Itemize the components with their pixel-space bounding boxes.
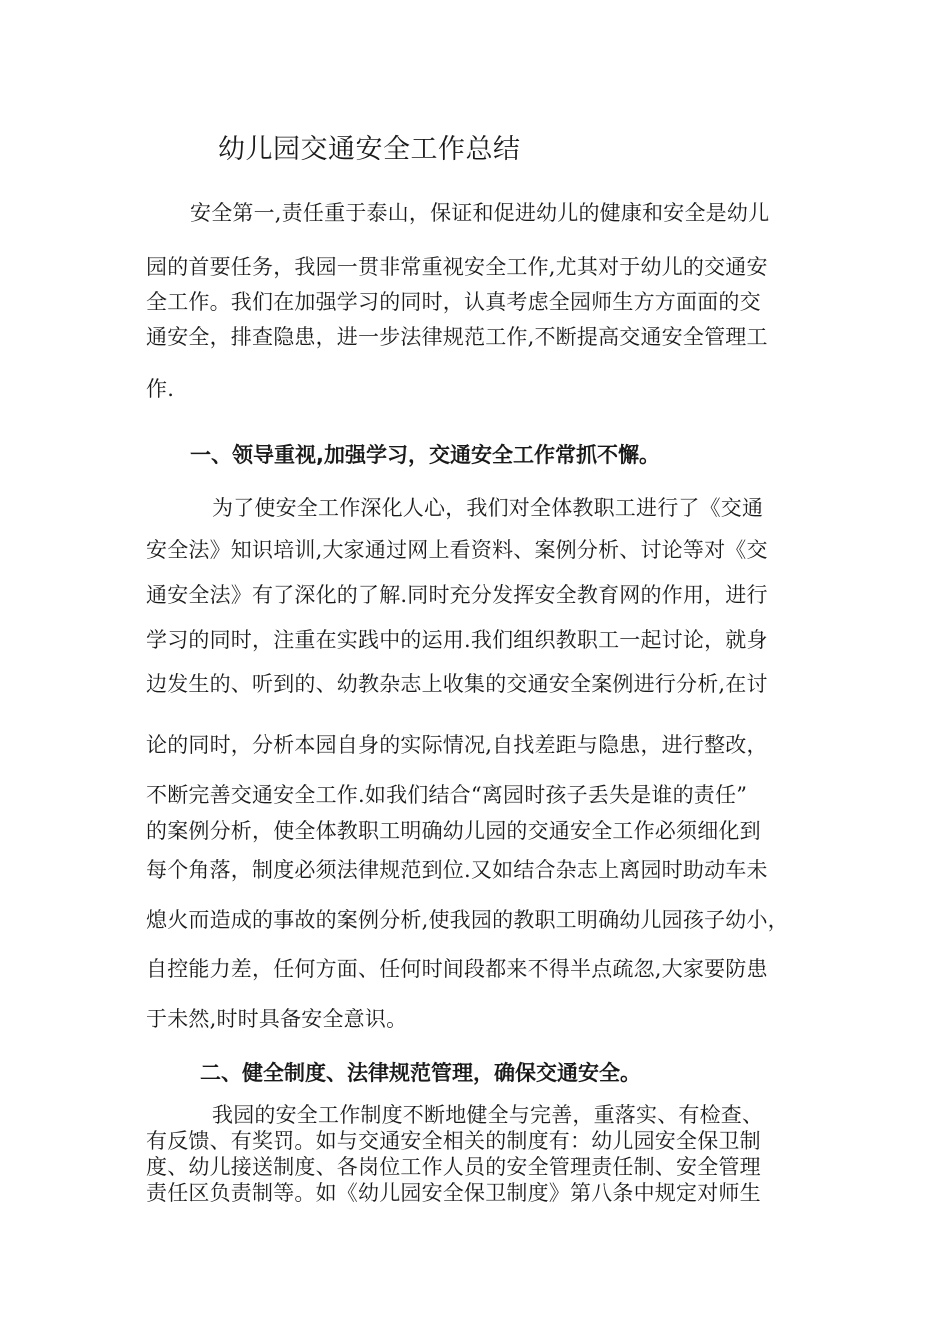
section2-heading: 二、健全制度、法律规范管理，确保交通安全。 (200, 1061, 641, 1085)
section1-line: 熄火而造成的事故的案例分析,使我园的教职工明确幼儿园孩子幼小， (146, 908, 789, 932)
intro-line: 通安全，排查隐患，进一步法律规范工作,不断提高交通安全管理工 (146, 325, 768, 349)
section2-line: 我园的安全工作制度不断地健全与完善，重落实、有检查、 (212, 1103, 764, 1127)
section1-line: 学习的同时，注重在实践中的运用.我们组织教职工一起讨论，就身 (146, 628, 768, 652)
section1-line: 于未然,时时具备安全意识。 (146, 1007, 408, 1031)
section1-line: 不断完善交通安全工作.如我们结合“离园时孩子丢失是谁的责任” (146, 783, 748, 807)
section1-line: 为了使安全工作深化人心，我们对全体教职工进行了《交通 (212, 496, 764, 520)
intro-line: 作. (146, 377, 175, 401)
intro-line: 园的首要任务，我园一贯非常重视安全工作,尤其对于幼儿的交通安 (146, 255, 768, 279)
document-title: 幼儿园交通安全工作总结 (218, 134, 521, 165)
intro-line: 全工作。我们在加强学习的同时，认真考虑全园师生方方面面的交 (146, 290, 761, 314)
section1-line: 每个角落，制度必须法律规范到位.又如结合杂志上离园时助动车未 (146, 858, 768, 882)
section1-line: 的案例分析，使全体教职工明确幼儿园的交通安全工作必须细化到 (146, 819, 761, 843)
section1-heading: 一、领导重视,加强学习，交通安全工作常抓不懈。 (190, 443, 660, 467)
intro-line: 安全第一,责任重于泰山，保证和促进幼儿的健康和安全是幼儿 (190, 201, 770, 225)
section2-line: 责任区负责制等。如《幼儿园安全保卫制度》第八条中规定对师生 (146, 1181, 761, 1205)
section1-line: 安全法》知识培训,大家通过网上看资料、案例分析、讨论等对《交 (146, 538, 768, 562)
section2-line: 有反馈、有奖罚。如与交通安全相关的制度有：幼儿园安全保卫制 (146, 1129, 761, 1153)
section1-line: 通安全法》有了深化的了解.同时充分发挥安全教育网的作用，进行 (146, 583, 768, 607)
section2-line: 度、幼儿接送制度、各岗位工作人员的安全管理责任制、安全管理 (146, 1155, 761, 1179)
section1-line: 边发生的、听到的、幼教杂志上收集的交通安全案例进行分析,在讨 (146, 672, 768, 696)
section1-line: 论的同时，分析本园自身的实际情况,自找差距与隐患，进行整改， (146, 733, 768, 757)
section1-line: 自控能力差，任何方面、任何时间段都来不得半点疏忽,大家要防患 (146, 957, 768, 981)
